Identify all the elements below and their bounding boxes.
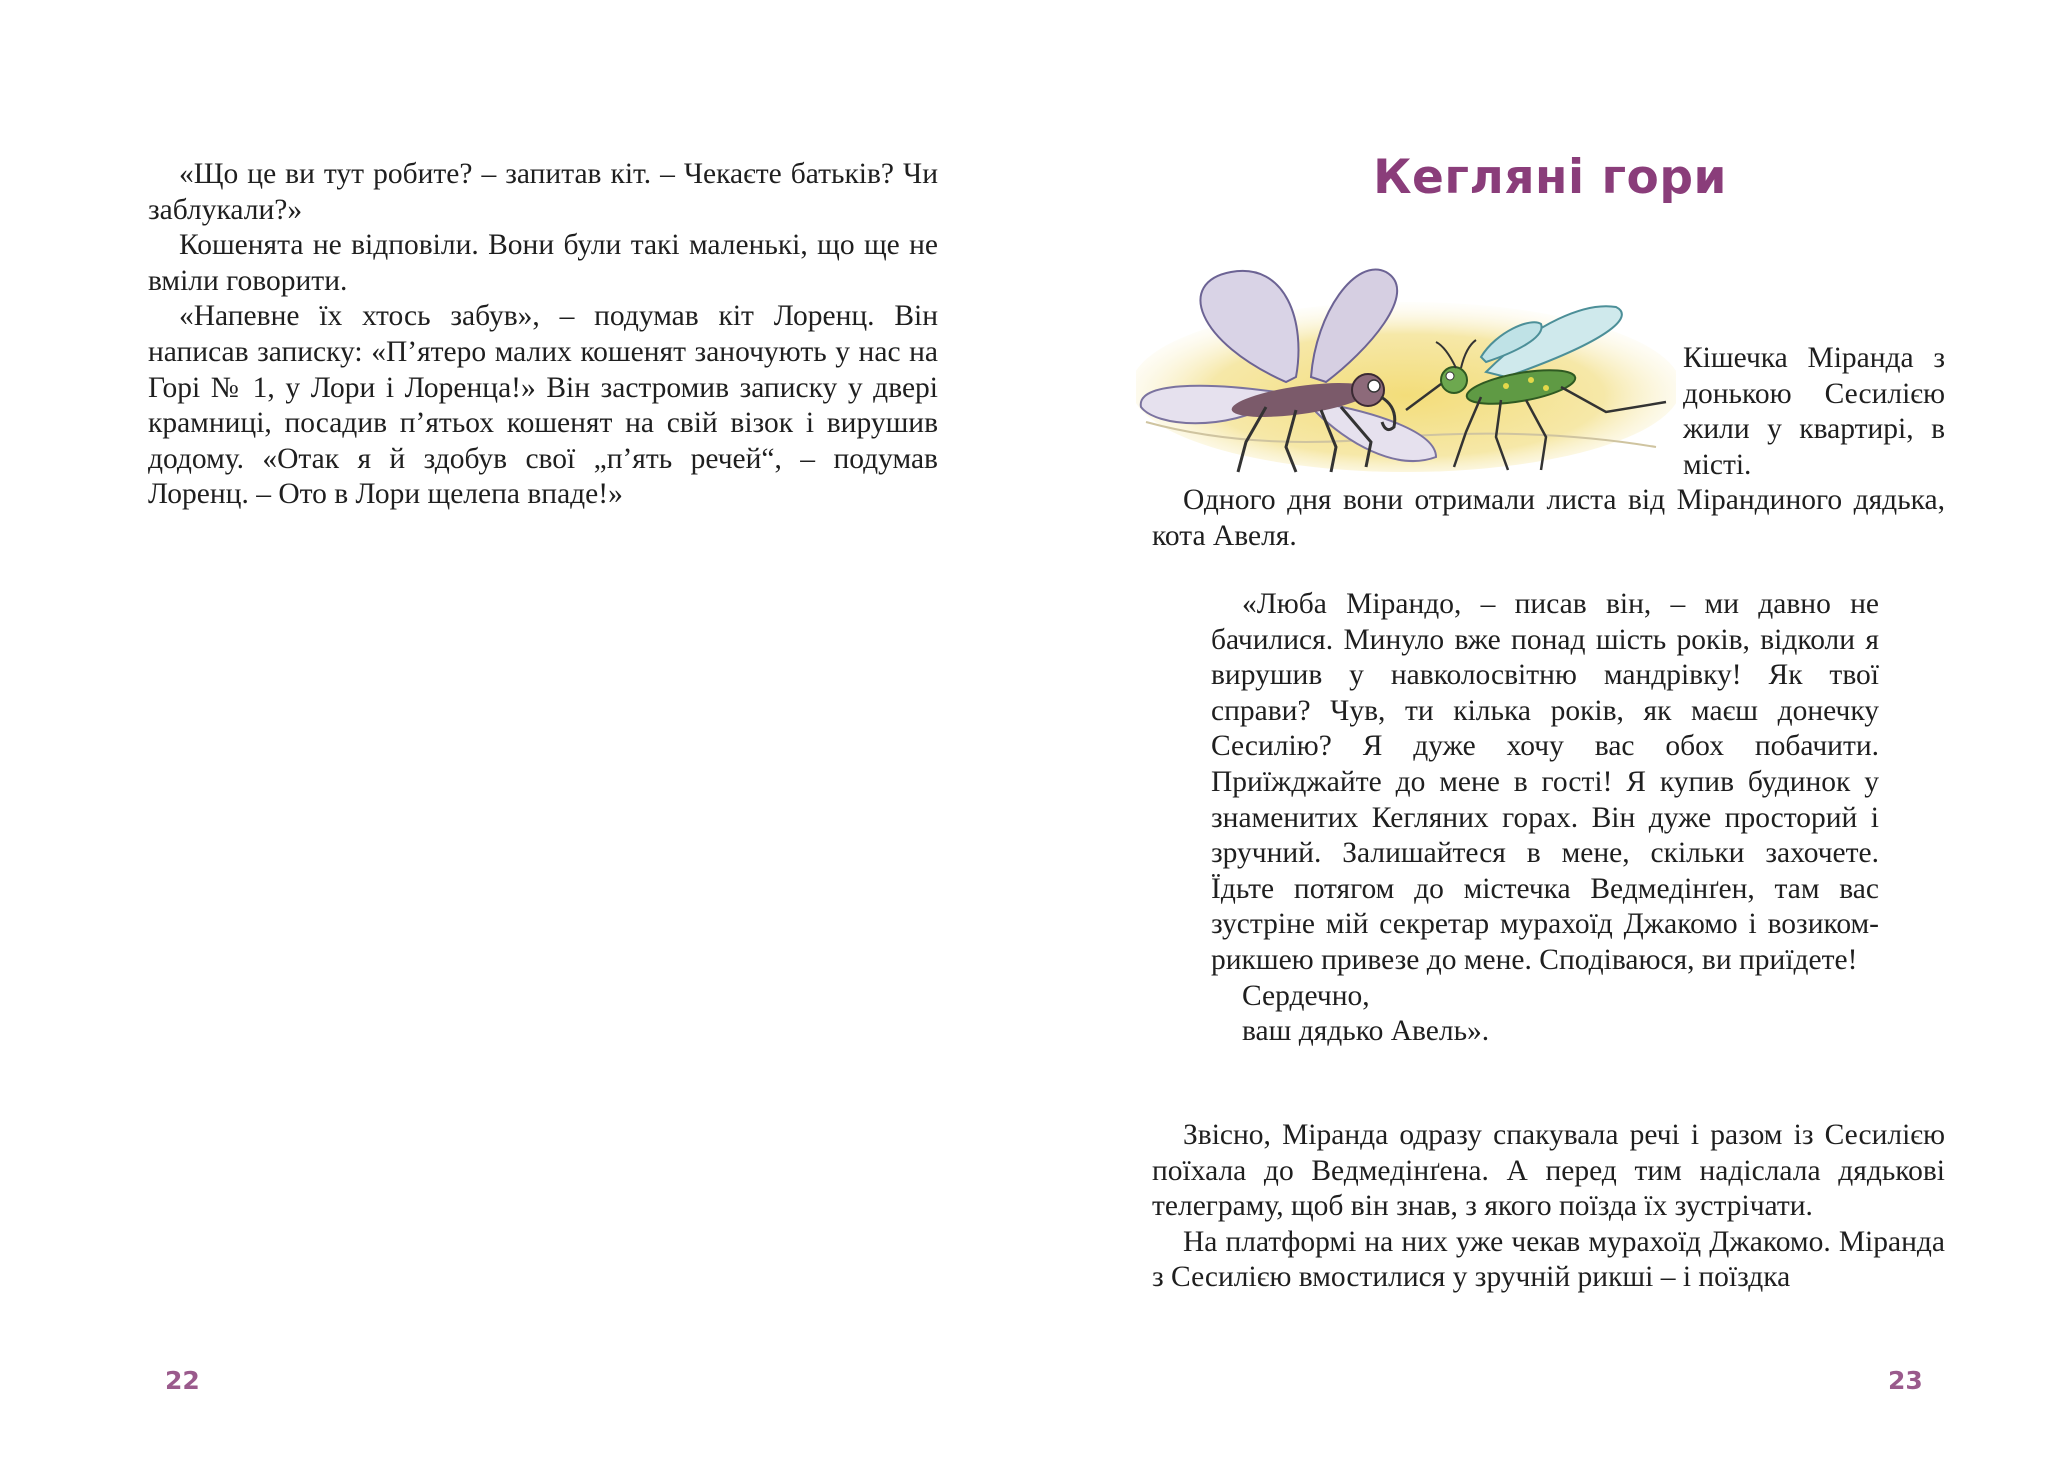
page-number-right: 23 <box>1888 1366 1923 1395</box>
paragraph: Звісно, Міранда одразу спакувала речі і разом із Сесилією поїхала до Ведмедінґена. А перед тим надіслала дядькові телеграму, щоб він знав, з якого поїзда їх зустрічати. <box>1152 1119 1945 1223</box>
mosquito-illustration <box>1136 262 1676 474</box>
paragraph: Кішечка Міранда з донькою Сесилією жили у квартирі, в місті. <box>1683 342 1945 481</box>
left-page-text <box>148 157 938 513</box>
intro-text <box>1152 483 1945 554</box>
paragraph: На платформі на них уже чекав мурахоїд Джакомо. Міранда з Сесилією вмостилися у зручній рикші – і поїздка <box>1152 1225 1945 1294</box>
chapter-title: Кеглянi гори <box>1373 150 1727 205</box>
paragraph: Одного дня вони отримали листа від Мірандиного дядька, кота Авеля. <box>1152 484 1945 552</box>
wrap-paragraph <box>1683 341 1945 483</box>
letter-signature: ваш дядько Авель». <box>1242 1015 1490 1048</box>
letter-block <box>1211 587 1879 1050</box>
paragraph: «Що це ви тут робите? – запитав кіт. – Чекаєте батьків? Чи заблукали?» <box>148 158 938 226</box>
letter-closing: Сердечно, <box>1242 979 1370 1012</box>
paragraph: Кошенята не відповіли. Вони були такі маленькі, що ще не вміли говорити. <box>148 229 938 297</box>
right-page-continuation <box>1152 1118 1945 1296</box>
letter-body: «Люба Мірандо, – писав він, – ми давно не бачилися. Минуло вже понад шість років, відколи я вирушив у навколосвітню мандрівку! Як твої справи? Чув, ти кілька років, як маєш донечку Сесилію? Я дуже хочу вас обох побачити. Приїжджайте до мене в гості! Я купив будинок у знаменитих Кегляних горах. Він дуже просторий і зручний. Залишайтеся в мене, скільки захочете. Їдьте потягом до містечка Ведмедінґен, там вас зустріне мій секретар мурахоїд Джакомо і возиком-рикшею привезе до мене. Сподіваюся, ви приїдете! <box>1211 588 1879 976</box>
paragraph: «Напевне їх хтось забув», – подумав кіт Лоренц. Він написав записку: «П’ятеро малих кошенят заночують у нас на Горі № 1, у Лори і Лоренца!» Він застромив записку у двері крамниці, посадив п’ятьох кошенят на свій візок і вирушив додому. «Отак я й здобув свої „п’ять речей“, – подумав Лоренц. – Ото в Лори щелепа впаде!» <box>148 300 938 511</box>
page-number-left: 22 <box>165 1366 200 1395</box>
